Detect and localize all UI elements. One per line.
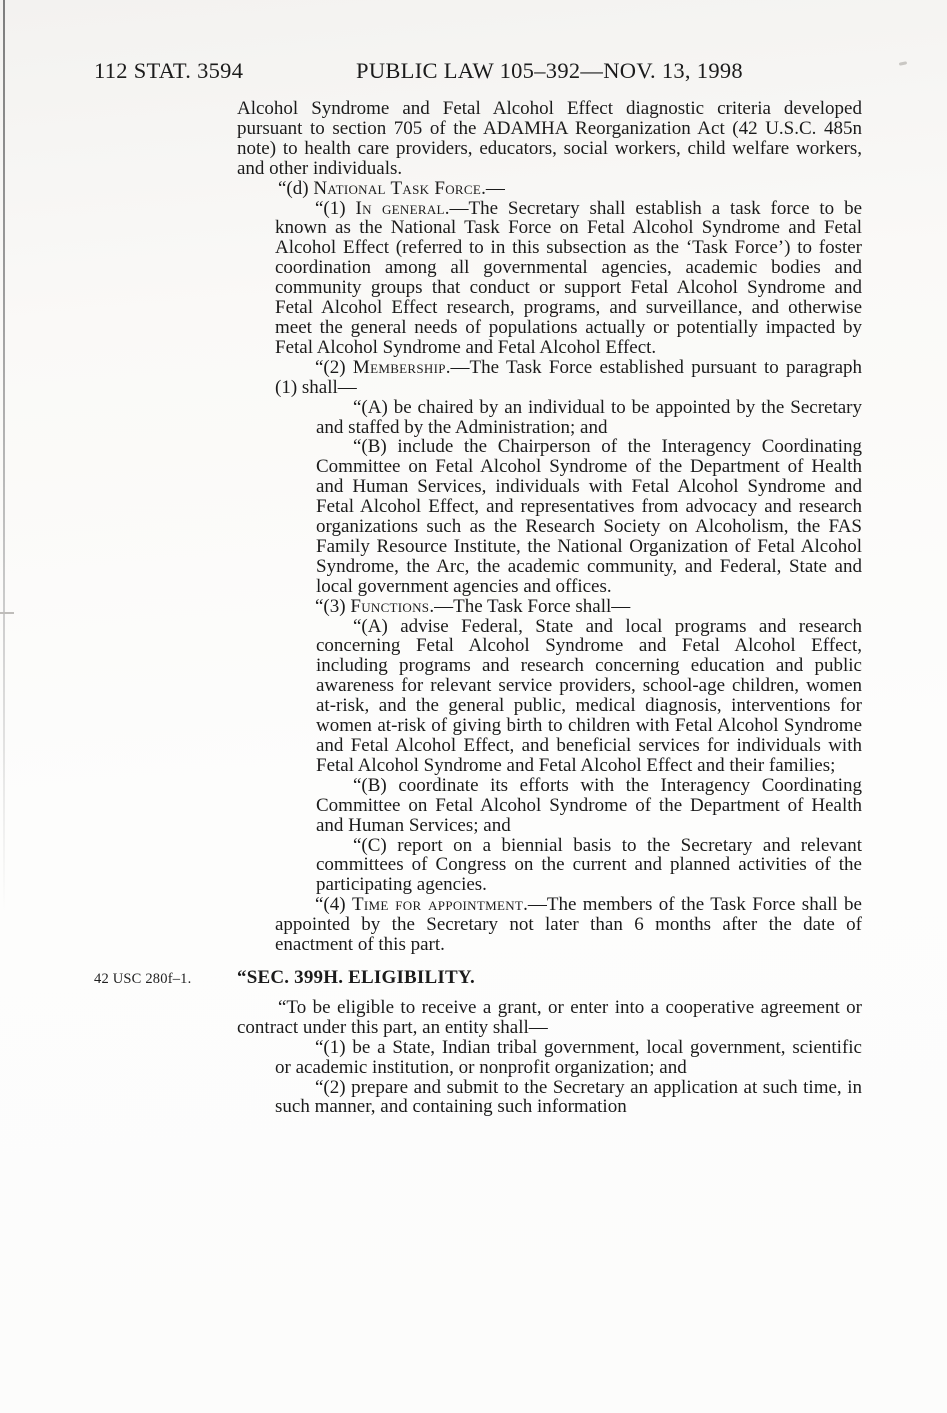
running-head-public-law-title: PUBLIC LAW 105–392—NOV. 13, 1998: [356, 58, 743, 83]
paragraph-text: “SEC. 399H. ELIGIBILITY.: [237, 966, 475, 988]
page-number-stat-citation: 112 STAT. 3594: [94, 58, 244, 83]
statute-paragraph: [316, 617, 862, 776]
statute-paragraph: [275, 1038, 862, 1078]
paragraph-text: “(3): [315, 595, 351, 617]
paragraph-text: “(C) report on a biennial basis to the Secretary and relevant committees of Congress on the current and planned activities of the participating agencies.: [316, 834, 862, 896]
statute-paragraph: [275, 199, 862, 358]
statute-paragraph: [275, 358, 862, 398]
scan-artifact-left-line: [3, 0, 5, 910]
statute-paragraph: [237, 99, 862, 179]
small-caps-label: In general: [355, 197, 445, 219]
small-caps-label: Time for appointment: [351, 894, 524, 916]
small-caps-label: National Task Force: [313, 177, 482, 199]
statute-paragraph: [316, 836, 862, 896]
statute-paragraph: [275, 597, 862, 617]
paragraph-text: “(B) coordinate its efforts with the Interagency Coordinating Committee on Fetal Alcohol Syndrome of the Department of Health and Human Services; and: [316, 774, 862, 836]
paragraph-text: “(2) prepare and submit to the Secretary an application at such time, in such manner, and containing such information: [275, 1076, 862, 1118]
statute-paragraph: [237, 998, 862, 1038]
paragraph-text: “To be eligible to receive a grant, or enter into a cooperative agreement or contract under this part, an entity shall—: [237, 996, 862, 1038]
statute-paragraph: [237, 179, 862, 199]
paragraph-text: .—The Secretary shall establish a task force to be known as the National Task Force on Fetal Alcohol Syndrome and Fetal Alcohol Effect (referred to in this subsection as the ‘Task Force’) to foster coordination among all governmental agencies, academic bodies and community groups that conduct or support Fetal Alcohol Syndrome and Fetal Alcohol Effect research, programs, and surveillance, and otherwise meet the general needs of populations actually or potentially impacted by Fetal Alcohol Syndrome and Fetal Alcohol Effect.: [275, 197, 863, 358]
small-caps-label: Membership: [352, 356, 446, 378]
section-heading: [94, 966, 862, 988]
paragraph-text: “(d): [278, 177, 314, 199]
paragraph-text: “(1) be a State, Indian tribal government, local government, scientific or academic institution, or nonprofit organization; and: [275, 1036, 862, 1078]
statute-paragraph: [275, 1078, 862, 1118]
statute-text-column: [94, 98, 863, 1118]
paragraph-text: “(A) advise Federal, State and local programs and research concerning Fetal Alcohol Syndrome and Fetal Alcohol Effect, including programs and research concerning education and public awareness for relevant service providers, school-age children, women at-risk, and the general public, medical diagnosis, interventions for women at-risk of giving birth to children with Fetal Alcohol Syndrome and Fetal Alcohol Effect, and beneficial services for individuals with Fetal Alcohol Syndrome and Fetal Alcohol Effect and their families;: [316, 615, 862, 776]
statute-paragraph: [316, 437, 862, 596]
statute-paragraph: [275, 895, 862, 955]
paragraph-text: “(4): [315, 894, 352, 916]
paragraph-text: “(1): [315, 197, 356, 219]
small-caps-label: Functions: [350, 595, 430, 617]
paragraph-text: “(2): [315, 356, 353, 378]
paragraph-text: .—: [481, 177, 505, 199]
statute-paragraph: [316, 398, 862, 438]
paragraph-text: .—The members of the Task Force shall be appointed by the Secretary not later than 6 months after the date of enactment of this part.: [275, 894, 862, 956]
margin-note-usc-citation: 42 USC 280f–1.: [94, 970, 192, 987]
statute-paragraph: [316, 776, 862, 836]
scan-artifact-speck: [899, 61, 907, 66]
paragraph-text: Alcohol Syndrome and Fetal Alcohol Effect diagnostic criteria developed pursuant to section 705 of the ADAMHA Reorganization Act (42 U.S.C. 485n note) to health care providers, educators, social workers, child welfare workers, and other individuals.: [237, 98, 862, 179]
paragraph-text: .—The Task Force shall—: [429, 595, 631, 617]
paragraph-text: .—The Task Force established pursuant to paragraph (1) shall—: [275, 356, 863, 398]
scan-artifact-dash: [0, 612, 14, 614]
paragraph-text: “(A) be chaired by an individual to be appointed by the Secretary and staffed by the Administration; and: [316, 396, 862, 438]
paragraph-text: “(B) include the Chairperson of the Interagency Coordinating Committee on Fetal Alcohol Syndrome of the Department of Health and Human Services, individuals with Fetal Alcohol Syndrome and Fetal Alcohol Effect, and representatives from advocacy and research organizations such as the Research Society on Alcoholism, the FAS Family Resource Institute, the National Organization of Fetal Alcohol Syndrome, the Arc, the academic community, and Federal, State and local government agencies and offices.: [316, 436, 862, 597]
